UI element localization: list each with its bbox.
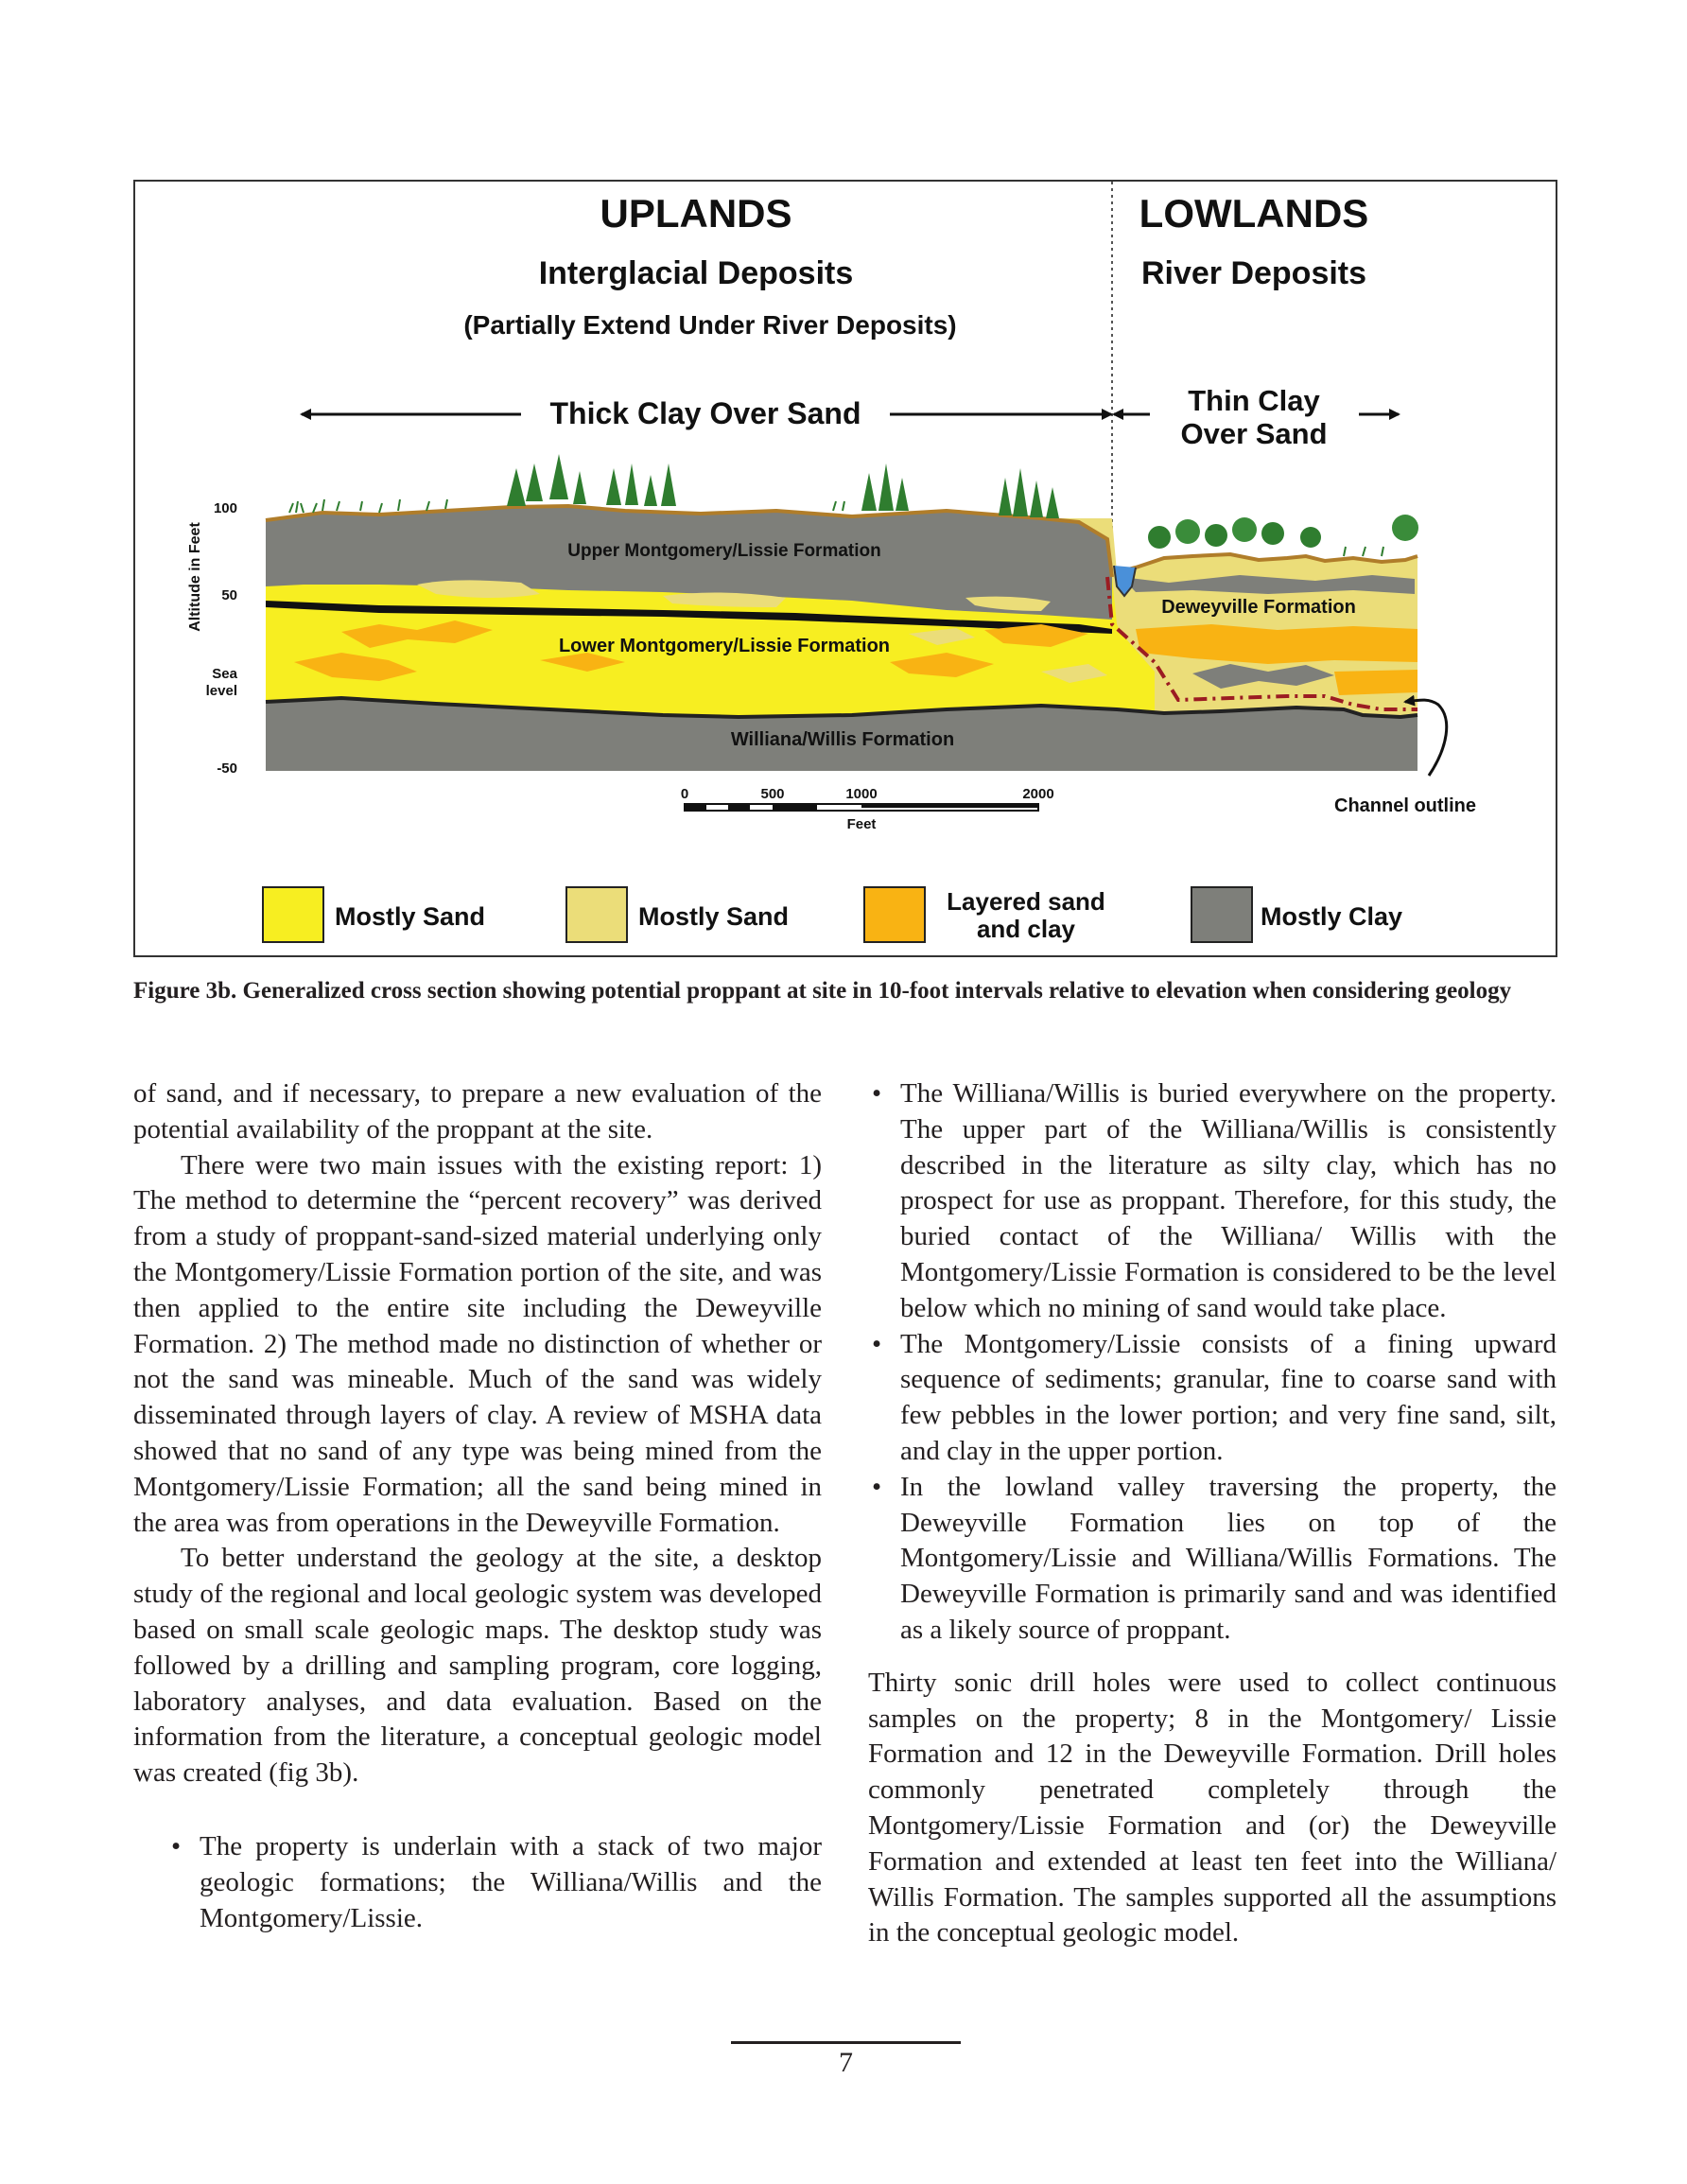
bullet-item: • The Montgomery/Lissie consists of a fining upward sequence of sediments; granular, fine to coarse sand with few pebbles in the lower portion; and very fine sand, silt, and clay in the upper portion. — [868, 1327, 1557, 1470]
footer-rule — [731, 2041, 961, 2044]
y-axis-label: Altitude in Feet — [187, 522, 203, 632]
page-number: 7 — [839, 2047, 853, 2078]
lowlands-title: LOWLANDS — [1139, 191, 1369, 236]
channel-outline-label: Channel outline — [1334, 795, 1476, 816]
figure-caption: Figure 3b. Generalized cross section showing potential proppant at site in 10-foot intervals relative to elevation when considering geology — [133, 978, 1512, 1004]
paragraph: To better understand the geology at the site, a desktop study of the regional and local geologic system was developed based on small scale geologic maps. The desktop study was followed by a drilling and sampling program, core logging, laboratory analyses, and data evaluation. Based on the information from the literature, a conceptual geologic model was created (fig 3b). — [133, 1543, 822, 1789]
legend-label: Mostly Sand — [638, 902, 790, 931]
legend-label: and clay — [976, 915, 1076, 943]
y-tick-100: 100 — [213, 500, 237, 516]
right-column — [868, 1076, 1557, 1951]
bullet-list — [868, 1076, 1557, 1649]
scale-tick-500: 500 — [760, 786, 785, 802]
y-tick-sea: Sea — [212, 666, 237, 682]
paragraph: Thirty sonic drill holes were used to collect continuous samples on the property; 8 in the Montgomery/ Lissie Formation and 12 in the Deweyville Formation. Drill holes commonly penetrated completely through the Montgomery/Lissie Formation and (or) the Deweyville Formation and extended at least ten feet into the Williana/ Willis Formation. The samples supported all the assumptions in the conceptual geologic model. — [868, 1667, 1557, 1948]
uplands-subtitle: Interglacial Deposits — [538, 255, 854, 291]
uplands-note: (Partially Extend Under River Deposits) — [463, 310, 957, 340]
uplands-title: UPLANDS — [600, 191, 792, 236]
lower-montgomery-label: Lower Montgomery/Lissie Formation — [558, 636, 891, 656]
legend-swatch-mostly-clay — [1191, 887, 1252, 942]
bullet-list — [133, 1829, 822, 1936]
deweyville-label: Deweyville Formation — [1161, 597, 1356, 618]
deweyville-layered — [1334, 670, 1417, 695]
scale-tick-1000: 1000 — [845, 786, 878, 802]
bullet-item: • In the lowland valley traversing the property, the Deweyville Formation lies on top of the Montgomery/Lissie and Williana/Willis Formations. The Deweyville Formation is primarily sand and was identified as a likely source of proppant. — [868, 1470, 1557, 1649]
williana-label: Williana/Willis Formation — [730, 729, 955, 750]
left-column — [133, 1076, 822, 1936]
paragraph: of sand, and if necessary, to prepare a new evaluation of the potential availability of the proppant at the site. — [133, 1078, 822, 1144]
bullet-item: • The Williana/Willis is buried everywhere on the property. The upper part of the Williana/Willis is consistently described in the literature as silty clay, which has no prospect for use as proppant. Therefore, for this study, the buried contact of the Williana/ Willis with the Montgomery/Lissie Formation is considered to be the level below which no mining of sand would take place. — [868, 1076, 1557, 1327]
thick-clay-label: Thick Clay Over Sand — [549, 396, 861, 430]
thin-clay-label: Over Sand — [1180, 417, 1328, 450]
figure-3b — [133, 180, 1557, 957]
y-tick-50: 50 — [221, 587, 237, 603]
upper-montgomery-label: Upper Montgomery/Lissie Formation — [567, 541, 881, 561]
y-tick-level: level — [205, 683, 237, 699]
y-tick-minus50: -50 — [217, 760, 237, 777]
paragraph: There were two main issues with the existing report: 1) The method to determine the “percent recovery” was derived from a study of proppant-sand-sized material underlying only the Montgomery/Lissie Formation portion of the site, and was then applied to the entire site including the Deweyville Formation. 2) The method made no distinction of whether or not the sand was mineable. Much of the sand was widely disseminated through layers of clay. A review of MSHA data showed that no sand of any type was being mined from the Montgomery/Lissie Formation; all the sand being mined in the area was from operations in the Deweyville Formation. — [133, 1149, 822, 1538]
scale-tick-2000: 2000 — [1022, 786, 1054, 802]
legend-label: Mostly Sand — [335, 902, 486, 931]
scale-tick-0: 0 — [680, 786, 689, 802]
lowlands-subtitle: River Deposits — [1140, 255, 1367, 291]
legend-swatch-mostly-sand — [263, 887, 323, 942]
legend-label: Mostly Clay — [1261, 902, 1403, 931]
bullet-item: • The property is underlain with a stack of two major geologic formations; the Williana/Willis and the Montgomery/Lissie. — [167, 1829, 822, 1936]
legend-swatch-mostly-sand-pale — [566, 887, 627, 942]
legend-label: Layered sand — [947, 887, 1105, 916]
thin-clay-label: Thin Clay — [1188, 384, 1320, 417]
scale-unit: Feet — [846, 816, 877, 832]
legend-swatch-layered — [864, 887, 925, 942]
cross-section-diagram — [133, 180, 1557, 957]
